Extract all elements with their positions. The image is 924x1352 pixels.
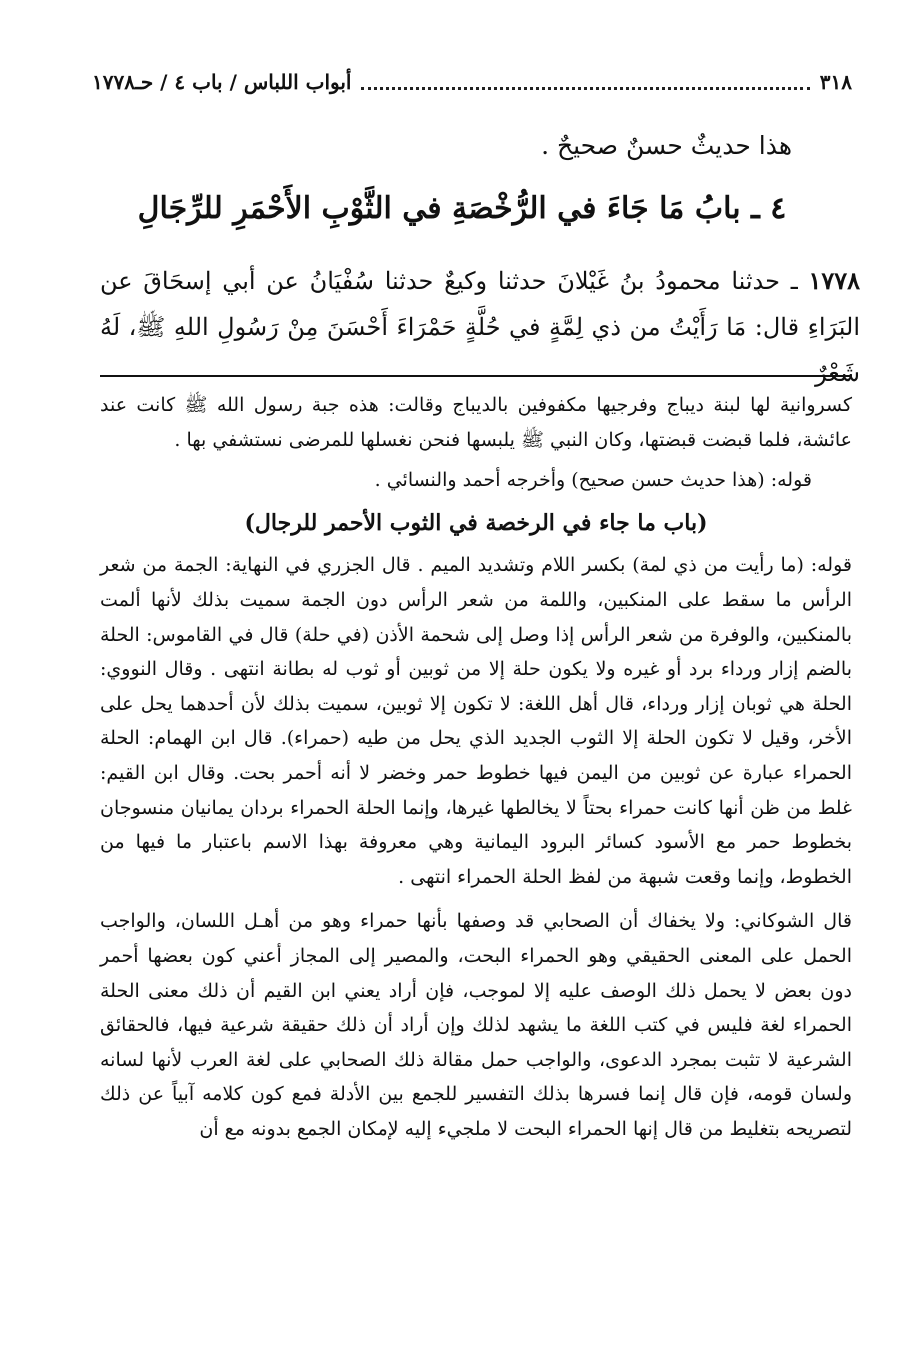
- commentary: [100, 388, 852, 1146]
- commentary-continuation: كسروانية لها لبنة ديباج وفرجيها مكفوفين بالديباج وقالت: هذه جبة رسول الله ﷺ كانت عند عائشة، فلما قبضت قبضتها، وكان النبي ﷺ يلبسها فنحن نغسلها للمرضى نستشفي بها .: [100, 394, 852, 451]
- chapter-title: ٤ ـ بابُ مَا جَاءَ في الرُّخْصَةِ في الثَّوْبِ الأَحْمَرِ للرِّجَالِ: [137, 191, 787, 226]
- running-title: أبواب اللباس / باب ٤ / حـ١٧٧٨: [92, 70, 352, 94]
- header-dotted-leader: [361, 87, 809, 90]
- page-header: [92, 62, 852, 102]
- commentary-quote: قوله: (هذا حديث حسن صحيح) وأخرجه أحمد والنسائي .: [374, 469, 812, 492]
- page-number: ٣١٨: [819, 70, 852, 94]
- hadith-grade-line: هذا حديثٌ حسنٌ صحيحٌ .: [541, 131, 792, 160]
- commentary-paragraph-2: قال الشوكاني: ولا يخفاك أن الصحابي قد وصفها بأنها حمراء وهو من أهـل اللسان، والواجب الحمل على المعنى الحقيقي وهو الحمراء البحت، والمصير إلى المجاز أعني كون بعضها أحمر دون بعض لا يحمل ذلك الوصف عليه إلا لموجب، فإن أراد يعني ابن القيم أن ذلك معنى الحلة الحمراء لغة فليس في كتب اللغة ما يشهد لذلك وإن أراد أن ذلك حقيقة شرعية فيها، فالحقائق الشرعية لا تثبت بمجرد الدعوى، والواجب حمل مقالة ذلك الصحابي على لغة العرب لأنها لسانه ولسان قومه، فإن قال إنما فسرها بذلك التفسير للجمع بين الأدلة فمع كون كلامه آبياً عن ذلك لتصريحه بتغليط من قال إنها الحمراء البحت لا ملجيء إليه لإمكان الجمع بدونه مع أن: [100, 910, 852, 1140]
- footnote-separator: [100, 375, 852, 377]
- hadith-number: ١٧٧٨: [808, 266, 860, 295]
- hadith-body: ـ حدثنا محمودُ بنُ غَيْلانَ حدثنا وكيعٌ حدثنا سُفْيَانُ عن أبي إسحَاقَ عن البَرَاءِ قال: مَا رَأَيْتُ من ذي لِمَّةٍ في حُلَّةٍ حَمْرَاءَ أَحْسَنَ مِنْ رَسُولِ اللهِ ﷺ، لَهُ شَعْرٌ: [100, 267, 860, 387]
- commentary-paragraph-1: قوله: (ما رأيت من ذي لمة) بكسر اللام وتشديد الميم . قال الجزري في النهاية: الجمة من شعر الرأس ما سقط على المنكبين، واللمة من شعر الرأس دون الجمة سميت بذلك لأنها ألمت بالمنكبين، والوفرة من شعر الرأس إذا وصل إلى شحمة الأذن (في حلة) قال في القاموس: الحلة بالضم إزار ورداء برد أو غيره ولا يكون حلة إلا من ثوبين أو ثوب له بطانة انتهى . وقال النووي: الحلة هي ثوبان إزار ورداء، قال أهل اللغة: لا تكون إلا ثوبين، سميت بذلك لأن أحدهما يحل على الأخر، وقيل لا تكون الحلة إلا الثوب الجديد الذي يحل من طيه (حمراء). قال ابن الهمام: الحلة الحمراء عبارة عن ثوبين من اليمن فيها خطوط حمر وخضر لا أنه أحمر بحت. وقال ابن القيم: غلط من ظن أنها كانت حمراء بحتاً لا يخالطها غيرها، وإنما الحلة الحمراء بردان يمانيان منسوجان بخطوط حمر مع الأسود كسائر البرود اليمانية وهي معروفة بهذا الاسم باعتبار ما فيها من الخطوط، وإنما وقعت شبهة من لفظ الحلة الحمراء انتهى .: [100, 554, 852, 888]
- commentary-sub-heading: (باب ما جاء في الرخصة في الثوب الأحمر للرجال): [244, 509, 708, 536]
